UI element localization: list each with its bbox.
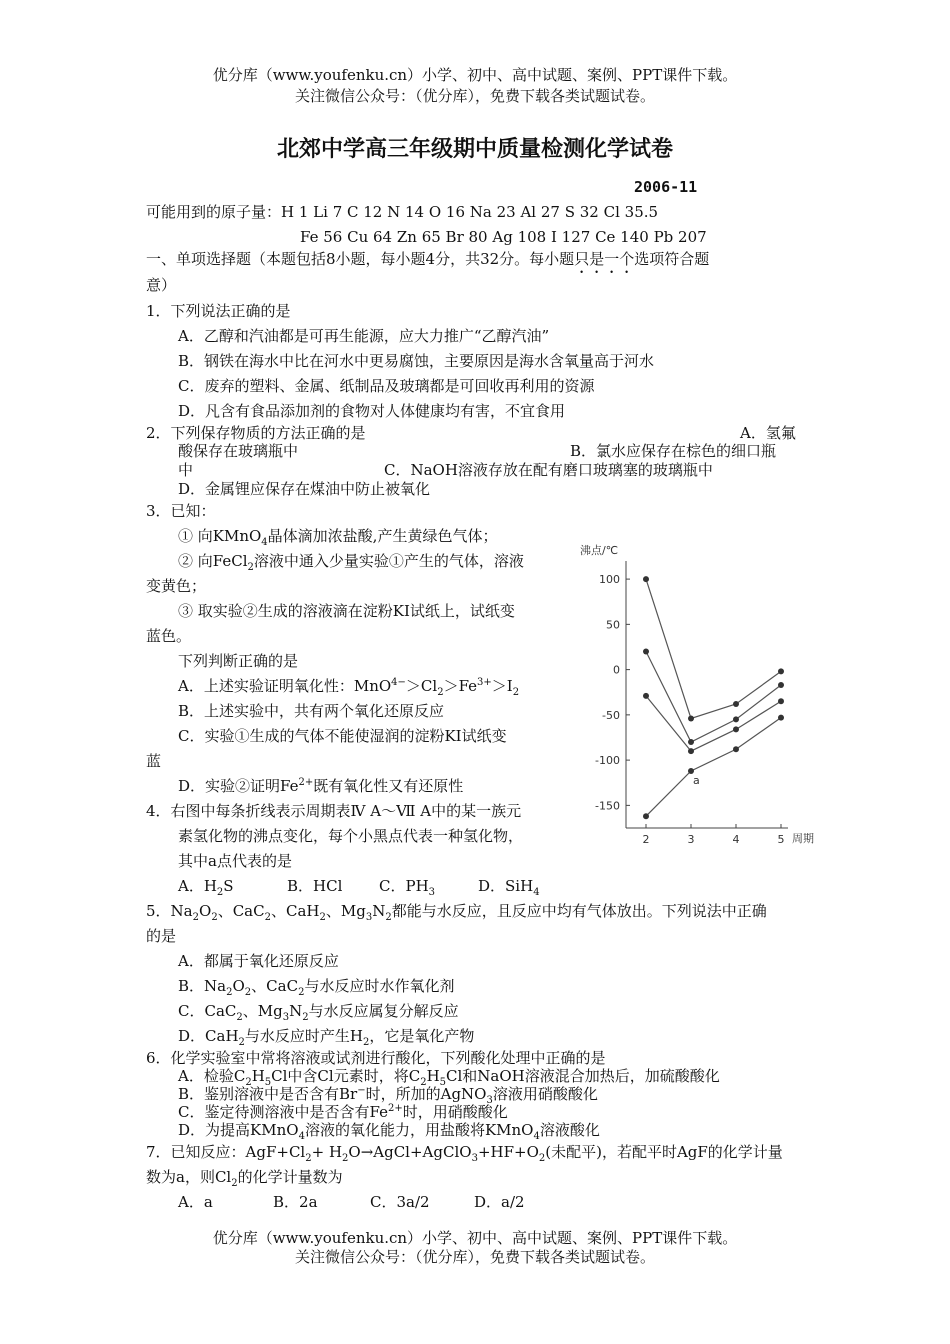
series-line-4 [646, 718, 781, 817]
header-line-2: 关注微信公众号：（优分库），免费下载各类试题试卷。 [294, 87, 655, 105]
q1-option-b: B．钢铁在海水中比在河水中更易腐蚀，主要原因是海水含氧量高于河水 [178, 352, 655, 370]
data-point [733, 726, 739, 732]
data-point [733, 746, 739, 752]
q4-stem-1: 4．右图中每条折线表示周期表Ⅳ A～Ⅶ A中的某一族元 [146, 802, 522, 820]
data-point [688, 715, 694, 721]
chart-y-label: 沸点/℃ [580, 544, 619, 557]
x-tick-label: 5 [777, 833, 785, 846]
q4-option-b: B．HCl [287, 877, 343, 895]
q3-option-c: C．实验①生成的气体不能使湿润的淀粉KI试纸变 [178, 727, 507, 745]
q1-option-d: D．凡含有食品添加剂的食物对人体健康均有害，不宜食用 [178, 402, 566, 420]
y-tick-label: 0 [613, 663, 620, 677]
q2-option-d: D．金属锂应保存在煤油中防止被氧化 [178, 480, 431, 498]
data-point [643, 649, 649, 655]
chart-x-label: 周期 [792, 832, 814, 845]
q4-option-d: D．SiH$_4$ [478, 877, 540, 898]
atomic-mass-line-2: Fe 56 Cu 64 Zn 65 Br 80 Ag 108 I 127 Ce 140 Pb 207 [300, 228, 707, 246]
section-heading: 一、单项选择题（本题包括8小题，每小题4分，共32分。每小题只是一个选项符合题 [146, 250, 710, 268]
q4-option-a: A．$H_2S$ [178, 877, 234, 898]
q5-option-a: A．都属于氧化还原反应 [178, 952, 339, 970]
series-line-3 [646, 696, 781, 751]
data-point [778, 682, 784, 688]
data-point [778, 668, 784, 674]
q5-option-d: D．CaH$_2$与水反应时产生$H_2$，它是氧化产物 [178, 1027, 475, 1048]
q5-option-b: B．$Na_2O_2$、CaC$_2$与水反应时水作氧化剂 [178, 977, 455, 998]
y-tick-label: 100 [599, 573, 620, 587]
data-point [643, 576, 649, 582]
q5-stem-cont: 的是 [146, 927, 177, 945]
q4-stem-2: 素氢化物的沸点变化，每个小黑点代表一种氢化物， [178, 827, 524, 845]
data-point [733, 701, 739, 707]
q4-stem-3: 其中a点代表的是 [178, 852, 292, 870]
y-tick-label: -50 [602, 708, 620, 722]
q6-option-a: A．检验$C_2H_5Cl$中含Cl元素时，将$C_2H_5Cl$和NaOH溶液混合加热后，加硫酸酸化 [178, 1067, 720, 1088]
y-tick-label: -150 [595, 799, 620, 813]
q3-step-3: ③ 取实验②生成的溶液滴在淀粉KI试纸上，试纸变 [178, 602, 515, 620]
q3-step-2-cont: 变黄色； [146, 577, 207, 595]
x-tick-label: 2 [642, 833, 650, 846]
q3-step-3-cont: 蓝色。 [146, 627, 192, 645]
data-point [643, 813, 649, 819]
exam-date: 2006-11 [634, 178, 698, 196]
footer-line-2: 关注微信公众号：（优分库），免费下载各类试题试卷。 [294, 1248, 655, 1266]
x-tick-label: 4 [732, 833, 740, 846]
q3-ask: 下列判断正确的是 [178, 652, 299, 670]
series-line-2 [646, 652, 781, 743]
q1-stem: 1．下列说法正确的是 [146, 302, 291, 320]
y-tick-label: 50 [606, 618, 620, 632]
q3-stem: 3．已知： [146, 502, 216, 520]
atomic-mass-line-1: 可能用到的原子量：H 1 Li 7 C 12 N 14 O 16 Na 23 Al 27 S 32 Cl 35.5 [146, 203, 659, 221]
q7-stem-cont: 数为a，则$Cl_2$的化学计量数为 [146, 1168, 343, 1189]
series-line-1 [646, 579, 781, 718]
q4-option-c: C．$PH_3$ [379, 877, 436, 898]
page-title: 北郊中学高三年级期中质量检测化学试卷 [276, 137, 673, 162]
q5-option-c: C．CaC$_2$、$Mg_3N_2$与水反应属复分解反应 [178, 1002, 459, 1023]
data-point [778, 715, 784, 721]
q3-option-d: D．实验②证明$Fe^{2+}$既有氧化性又有还原性 [178, 777, 464, 795]
q5-stem: 5．$Na_2O_2$、CaC$_2$、CaH$_2$、$Mg_3N_2$都能与水反应，且反应中均有气体放出。下列说法中正确 [146, 902, 767, 923]
q6-option-b: B．鉴别溶液中是否含有Br−时，所加的AgNO$_3$溶液用硝酸酸化 [178, 1085, 598, 1106]
q2-option-a-cont: 酸保存在玻璃瓶中 [178, 442, 299, 460]
q3-option-b: B．上述实验中，共有两个氧化还原反应 [178, 702, 445, 720]
emphasis-text: 只是一个 [574, 250, 635, 268]
q3-step-2: ② 向FeCl$_2$溶液中通入少量实验①产生的气体，溶液 [178, 552, 524, 573]
q7-option-d: D．a/2 [474, 1193, 525, 1211]
q6-stem: 6．化学实验室中常将溶液或试剂进行酸化，下列酸化处理中正确的是 [146, 1049, 606, 1067]
chart-annotation-a: a [693, 773, 700, 787]
q3-option-c-cont: 蓝 [146, 752, 162, 770]
q3-step-1: ① 向KMnO$_4$晶体滴加浓盐酸,产生黄绿色气体； [178, 527, 498, 548]
q7-option-a: A．a [178, 1193, 213, 1211]
q2-option-b-cont: 中 [178, 461, 194, 479]
y-tick-label: -100 [595, 754, 620, 768]
q6-option-d: D．为提高KMnO$_4$溶液的氧化能力，用盐酸将KMnO$_4$溶液酸化 [178, 1121, 600, 1142]
header-line-1: 优分库（www.youfenku.cn）小学、初中、高中试题、案例、PPT课件下载。 [212, 66, 738, 84]
data-point [643, 693, 649, 699]
q7-option-b: B．2a [273, 1193, 318, 1211]
q7-stem: 7．已知反应：$AgF+Cl_2+$ $H_2O\to AgCl+AgClO_3+HF+O_2$(未配平)，若配平时AgF的化学计量 [146, 1143, 783, 1164]
q3-option-a: A．上述实验证明氧化性：$MnO^{4-}>Cl_2>Fe^{3+}>I_2$ [178, 677, 520, 698]
q7-option-c: C．3a/2 [370, 1193, 430, 1211]
q1-option-c: C．废弃的塑料、金属、纸制品及玻璃都是可回收再利用的资源 [178, 377, 595, 395]
data-point [733, 716, 739, 722]
data-point [688, 748, 694, 754]
data-point [778, 698, 784, 704]
section-heading-cont: 意） [146, 276, 177, 294]
q1-option-a: A．乙醇和汽油都是可再生能源，应大力推广“乙醇汽油” [178, 327, 550, 345]
q6-option-c: C．鉴定待测溶液中是否含有$Fe^{2+}$时，用硝酸酸化 [178, 1103, 508, 1121]
footer-line-1: 优分库（www.youfenku.cn）小学、初中、高中试题、案例、PPT课件下载。 [212, 1229, 738, 1247]
q2-option-a: A．氢氟 [740, 424, 796, 442]
boiling-point-chart [570, 536, 825, 848]
q2-option-c: C．NaOH溶液存放在配有磨口玻璃塞的玻璃瓶中 [384, 461, 713, 479]
q2-stem: 2．下列保存物质的方法正确的是 [146, 424, 366, 442]
x-tick-label: 3 [687, 833, 695, 846]
data-point [688, 739, 694, 745]
q2-option-b: B．氯水应保存在棕色的细口瓶 [570, 442, 777, 460]
